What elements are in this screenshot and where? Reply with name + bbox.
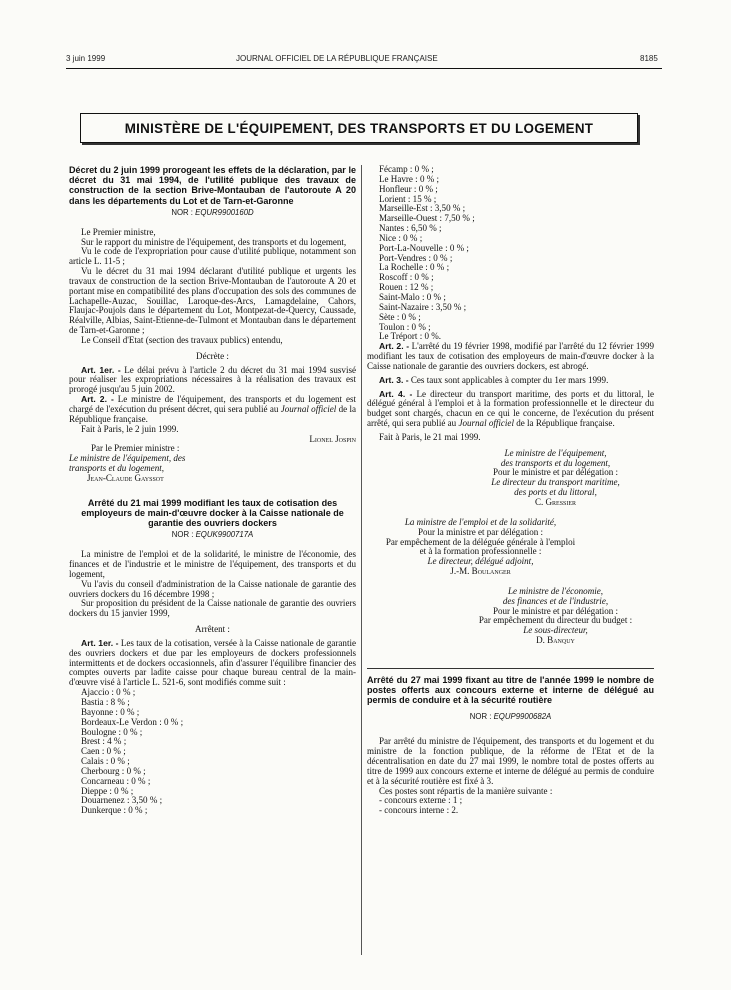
decree-decrete: Décrète : bbox=[196, 350, 229, 361]
decree-signer: Lionel Jospin bbox=[309, 433, 356, 444]
rate-item: Bastia : 8 % ; bbox=[81, 697, 130, 708]
rate-item: Caen : 0 % ; bbox=[81, 746, 126, 757]
decree-para: Vu le décret du 31 mai 1994 déclarant d'utilité publique et urgents les travaux de construction de la section Brive-Montauban de l'autoroute A 20 et portant mise en compatibilité des plans d'occupation des sols des communes de Lachapelle-Auzac, Souillac, Laroque-des-Arcs, Lamagdelaine, Cahors, Flaujac-Poujols dans le département du Lot, Montpezat-de-Quercy, Caussade, Réalville, Albias, Saint-Etienne-de-Tulmont et Montauban dans le département de Tarn-et-Garonne ; bbox=[69, 266, 356, 336]
arrete2-repartis: Ces postes sont répartis de la manière suivante : bbox=[379, 785, 553, 796]
arrete2-title: Arrêté du 27 mai 1999 fixant au titre de l'année 1999 le nombre de postes offerts aux concours externe et interne de délégué au permis de conduire et à la sécurité routière bbox=[367, 674, 654, 706]
rate-item: Honfleur : 0 % ; bbox=[379, 183, 438, 194]
rate-item: Rouen : 12 % ; bbox=[379, 282, 434, 293]
rates-list-right bbox=[367, 165, 654, 342]
section-separator bbox=[367, 668, 654, 669]
rate-item: Boulogne : 0 % ; bbox=[81, 726, 143, 737]
rate-item: Marseille-Est : 3,50 % ; bbox=[379, 203, 466, 214]
decree-para: Le Premier ministre, bbox=[81, 226, 156, 237]
decree-title: Décret du 2 juin 1999 prorogeant les effets de la déclaration, par le décret du 31 mai 1994, de l'utilité publique des travaux de construction de la section Brive-Montauban de l'autoroute A 20 dans les départements du Lot et de Tarn-et-Garonne bbox=[69, 165, 356, 206]
arrete1-arretent: Arrêtent : bbox=[195, 624, 230, 635]
ministry-banner: MINISTÈRE DE L'ÉQUIPEMENT, DES TRANSPORTS ET DU LOGEMENT bbox=[80, 113, 638, 143]
rate-item: Toulon : 0 % ; bbox=[379, 321, 431, 332]
arrete1-para: Vu l'avis du conseil d'administration de la Caisse nationale de garantie des ouvriers dockers du 16 décembre 1998 ; bbox=[69, 578, 356, 599]
arrete1-para: La ministre de l'emploi et de la solidarité, le ministre de l'économie, des finances et de l'industrie et le ministre de l'équipement, des transports et du logement, bbox=[69, 549, 356, 579]
signature-block-3: Le ministre de l'économie, des finances et de l'industrie, Pour le ministre et par délégation : Par empêchement du directeur du budget : Le sous-directeur, D. Banquy bbox=[478, 585, 633, 646]
signature-block-2: La ministre de l'emploi et de la solidarité, Pour la ministre et par délégation : Par empêchement de la déléguée générale à l'emploi et à la formation professionnelle : Le directeur, délégué adjoint, J.-M. Boulanger bbox=[385, 516, 576, 577]
rate-item: Cherbourg : 0 % ; bbox=[81, 765, 146, 776]
rate-item: Nantes : 6,50 % ; bbox=[379, 223, 442, 234]
right-column bbox=[367, 165, 654, 816]
header-journal: JOURNAL OFFICIEL DE LA RÉPUBLIQUE FRANÇAISE bbox=[236, 54, 438, 63]
decree-para: Le Conseil d'Etat (section des travaux publics) entendu, bbox=[81, 334, 283, 345]
rate-item: Le Havre : 0 % ; bbox=[379, 173, 440, 184]
rate-item: Calais : 0 % ; bbox=[81, 756, 130, 767]
decree-article-2: Art. 2. - Le ministre de l'équipement, des transports et du logement est chargé de l'exécution du présent décret, qui sera publié au Journal officiel de la République française. bbox=[69, 394, 357, 424]
rate-item: Port-Vendres : 0 % ; bbox=[379, 252, 453, 263]
decree-nor: NOR : EQUR9900160D bbox=[171, 207, 254, 217]
decree-article-1: Art. 1er. - Le délai prévu à l'article 2 du décret du 31 mai 1994 susvisé pour réaliser les expropriations nécessaires à la réalisation des travaux est prorogé jusqu'au 5 juin 2002. bbox=[69, 364, 356, 395]
header-rule bbox=[66, 68, 662, 69]
arrete1-article-4: Art. 4. - Le directeur du transport maritime, des ports et du littoral, le délégué général à l'emploi et à la formation professionnelle et le directeur du budget sont chargés, chacun en ce qui le concerne, de l'exécution du présent arrêté, qui sera publié au Journal officiel de la République française. bbox=[367, 388, 655, 429]
decree-para: Vu le code de l'expropriation pour cause d'utilité publique, notamment son article L. 11-5 ; bbox=[69, 246, 356, 267]
rate-item: Fécamp : 0 % ; bbox=[379, 164, 434, 174]
arrete1-article-2: Art. 2. - L'arrêté du 19 février 1998, modifié par l'arrêté du 12 février 1999 modifiant les taux de cotisation des employeurs de main-d'œuvre docker à la Caisse nationale de garantie des ouvriers dockers, est abrogé. bbox=[367, 341, 655, 371]
rate-item: Ajaccio : 0 % ; bbox=[81, 687, 136, 698]
arrete1-para: Sur proposition du président de la Caisse nationale de garantie des ouvriers dockers du 15 janvier 1999, bbox=[69, 598, 356, 619]
arrete1-article-1: Art. 1er. - Les taux de la cotisation, versée à la Caisse nationale de garantie des ouvriers dockers et due par les employeurs de dockers professionnels intermittents et de dockers occasionnels, afin d'assurer l'équilibre financier des comptes ouverts par ladite caisse pour chaque bureau central de la main-d'œuvre visé à l'article L. 521-6, sont modifiés comme suit : bbox=[69, 637, 356, 688]
arrete2-nor: NOR : EQUP9900682A bbox=[469, 711, 552, 721]
rates-list-left bbox=[69, 688, 356, 816]
rate-item: La Rochelle : 0 % ; bbox=[379, 262, 450, 273]
rate-item: Dunkerque : 0 % ; bbox=[81, 805, 148, 816]
header-date: 3 juin 1999 bbox=[66, 54, 106, 63]
column-divider bbox=[361, 165, 362, 955]
rate-item: Le Tréport : 0 %. bbox=[379, 331, 442, 342]
arrete1-fait: Fait à Paris, le 21 mai 1999. bbox=[379, 431, 481, 442]
rate-item: Douarnenez : 3,50 % ; bbox=[81, 795, 163, 806]
decree-fait: Fait à Paris, le 2 juin 1999. bbox=[81, 423, 179, 434]
left-column bbox=[69, 165, 356, 816]
rate-item: Roscoff : 0 % ; bbox=[379, 272, 434, 283]
rate-item: Saint-Malo : 0 % ; bbox=[379, 291, 446, 302]
signature-block-1: Le ministre de l'équipement, des transports et du logement, Pour le ministre et par délégation : Le directeur du transport maritime, des ports et du littoral, C. Gressier bbox=[491, 447, 620, 507]
rate-item: Bordeaux-Le Verdon : 0 % ; bbox=[81, 716, 184, 727]
rate-item: Saint-Nazaire : 3,50 % ; bbox=[379, 301, 467, 312]
arrete1-article-3: Art. 3. - Ces taux sont applicables à compter du 1er mars 1999. bbox=[379, 374, 609, 385]
rate-item: Dieppe : 0 % ; bbox=[81, 785, 134, 796]
rate-item: Sète : 0 % ; bbox=[379, 311, 421, 322]
decree-para: Sur le rapport du ministre de l'équipement, des transports et du logement, bbox=[81, 236, 347, 247]
arrete1-title: Arrêté du 21 mai 1999 modifiant les taux de cotisation des employeurs de main-d'œuvre docker à la Caisse nationale de garantie des ouvriers dockers bbox=[81, 497, 344, 529]
rate-item: Lorient : 15 % ; bbox=[379, 193, 437, 204]
arrete1-nor: NOR : EQUK9900717A bbox=[171, 530, 254, 540]
rate-item: Brest : 4 % ; bbox=[81, 736, 127, 747]
decree-minister-name: Jean-Claude Gayssot bbox=[87, 472, 164, 483]
decree-par: Par le Premier ministre : bbox=[91, 443, 180, 454]
rate-item: Marseille-Ouest : 7,50 % ; bbox=[379, 213, 475, 224]
rate-item: Bayonne : 0 % ; bbox=[81, 706, 140, 717]
rate-item: Port-La-Nouvelle : 0 % ; bbox=[379, 242, 469, 253]
arrete2-item: - concours interne : 2. bbox=[379, 805, 459, 816]
rate-item: Concarneau : 0 % ; bbox=[81, 775, 151, 786]
arrete2-item: - concours externe : 1 ; bbox=[379, 795, 463, 806]
decree-minister-role: Le ministre de l'équipement, des transports et du logement, bbox=[69, 453, 186, 474]
rate-item: Nice : 0 % ; bbox=[379, 232, 423, 243]
header-page-number: 8185 bbox=[640, 54, 658, 63]
arrete2-para: Par arrêté du ministre de l'équipement, des transports et du logement et du ministre de la fonction publique, de la réforme de l'Etat et de la décentralisation en date du 27 mai 1999, le nombre total de postes offerts au titre de 1999 aux concours externe et interne de délégué au permis de conduire et à la sécurité routière est fixé à 3. bbox=[367, 736, 654, 786]
